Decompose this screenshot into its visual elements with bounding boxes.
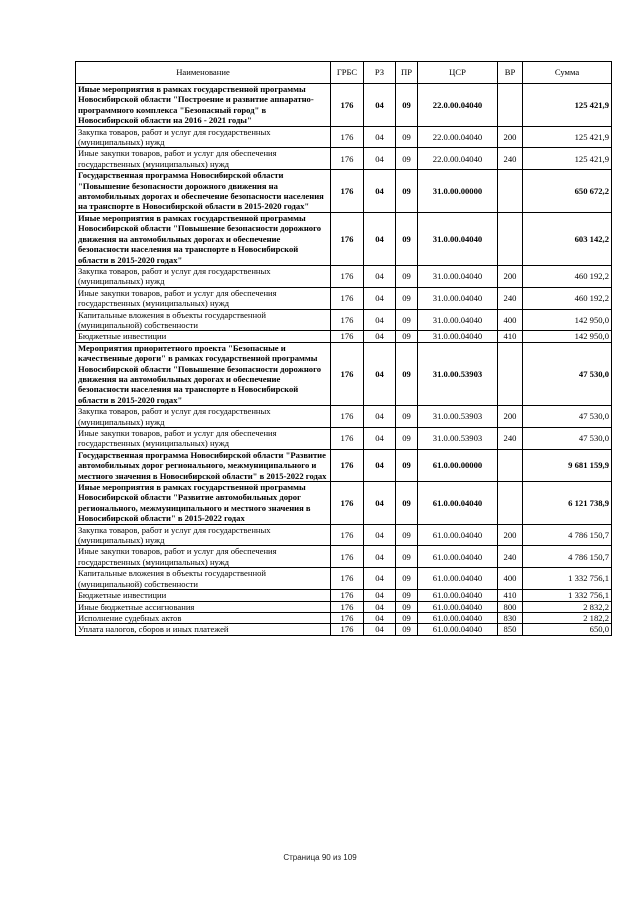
vr-cell: 410: [498, 590, 523, 601]
grbs-cell: 176: [331, 482, 364, 525]
table-row: [76, 265, 612, 287]
table-row: [76, 212, 612, 265]
vr-cell: [498, 170, 523, 213]
sum-cell: 6 121 738,9: [523, 482, 612, 525]
row-name-cell: Иные мероприятия в рамках государственной программы Новосибирской области "Развитие автомобильных дорог регионального, межмуниципального и местного значения в Новосибирской области" в 2015-2022 годах: [76, 482, 331, 525]
csr-cell: 31.0.00.00000: [418, 170, 498, 213]
table-row: [76, 428, 612, 450]
pr-cell: 09: [396, 568, 418, 590]
sum-cell: 2 832,2: [523, 601, 612, 612]
column-header: ЦСР: [418, 62, 498, 84]
grbs-cell: 176: [331, 126, 364, 148]
csr-cell: 61.0.00.04040: [418, 624, 498, 635]
grbs-cell: 176: [331, 148, 364, 170]
pr-cell: 09: [396, 309, 418, 331]
pr-cell: 09: [396, 546, 418, 568]
csr-cell: 22.0.00.04040: [418, 126, 498, 148]
csr-cell: 61.0.00.04040: [418, 524, 498, 546]
pr-cell: 09: [396, 170, 418, 213]
sum-cell: 142 950,0: [523, 309, 612, 331]
row-name-cell: Закупка товаров, работ и услуг для государственных (муниципальных) нужд: [76, 126, 331, 148]
table-row: [76, 170, 612, 213]
vr-cell: [498, 84, 523, 127]
pr-cell: 09: [396, 287, 418, 309]
table-row: [76, 590, 612, 601]
sum-cell: 142 950,0: [523, 331, 612, 342]
csr-cell: 31.0.00.53903: [418, 406, 498, 428]
table-row: [76, 342, 612, 405]
rz-cell: 04: [364, 170, 396, 213]
vr-cell: 240: [498, 546, 523, 568]
grbs-cell: 176: [331, 309, 364, 331]
csr-cell: 31.0.00.53903: [418, 342, 498, 405]
grbs-cell: 176: [331, 170, 364, 213]
csr-cell: 61.0.00.04040: [418, 612, 498, 623]
row-name-cell: Капитальные вложения в объекты государственной (муниципальной) собственности: [76, 568, 331, 590]
sum-cell: 603 142,2: [523, 212, 612, 265]
row-name-cell: Иные бюджетные ассигнования: [76, 601, 331, 612]
rz-cell: 04: [364, 212, 396, 265]
grbs-cell: 176: [331, 590, 364, 601]
row-name-cell: Иные закупки товаров, работ и услуг для обеспечения государственных (муниципальных) нужд: [76, 287, 331, 309]
vr-cell: [498, 212, 523, 265]
sum-cell: 4 786 150,7: [523, 546, 612, 568]
pr-cell: 09: [396, 148, 418, 170]
rz-cell: 04: [364, 309, 396, 331]
sum-cell: 47 530,0: [523, 428, 612, 450]
column-header: ВР: [498, 62, 523, 84]
table-row: [76, 309, 612, 331]
sum-cell: 1 332 756,1: [523, 590, 612, 601]
rz-cell: 04: [364, 612, 396, 623]
pr-cell: 09: [396, 601, 418, 612]
sum-cell: 4 786 150,7: [523, 524, 612, 546]
row-name-cell: Иные закупки товаров, работ и услуг для обеспечения государственных (муниципальных) нужд: [76, 428, 331, 450]
table-header-row: [76, 62, 612, 84]
row-name-cell: Уплата налогов, сборов и иных платежей: [76, 624, 331, 635]
rz-cell: 04: [364, 148, 396, 170]
rz-cell: 04: [364, 590, 396, 601]
pr-cell: 09: [396, 406, 418, 428]
table-row: [76, 624, 612, 635]
rz-cell: 04: [364, 342, 396, 405]
sum-cell: 47 530,0: [523, 406, 612, 428]
rz-cell: 04: [364, 428, 396, 450]
sum-cell: 1 332 756,1: [523, 568, 612, 590]
rz-cell: 04: [364, 524, 396, 546]
grbs-cell: 176: [331, 612, 364, 623]
sum-cell: 650,0: [523, 624, 612, 635]
grbs-cell: 176: [331, 546, 364, 568]
vr-cell: [498, 342, 523, 405]
rz-cell: 04: [364, 84, 396, 127]
grbs-cell: 176: [331, 342, 364, 405]
table-row: [76, 84, 612, 127]
sum-cell: 9 681 159,9: [523, 449, 612, 481]
pr-cell: 09: [396, 624, 418, 635]
pr-cell: 09: [396, 212, 418, 265]
rz-cell: 04: [364, 546, 396, 568]
csr-cell: 61.0.00.04040: [418, 546, 498, 568]
pr-cell: 09: [396, 126, 418, 148]
csr-cell: 22.0.00.04040: [418, 84, 498, 127]
row-name-cell: Исполнение судебных актов: [76, 612, 331, 623]
column-header: ПР: [396, 62, 418, 84]
pr-cell: 09: [396, 482, 418, 525]
table-row: [76, 546, 612, 568]
column-header: Наименование: [76, 62, 331, 84]
sum-cell: 125 421,9: [523, 84, 612, 127]
rz-cell: 04: [364, 482, 396, 525]
row-name-cell: Иные мероприятия в рамках государственной программы Новосибирской области "Повышение безопасности дорожного движения на автомобильных дорогах и обеспечение безопасности населения на транспорте в Новосибирской области в 2015-2020 годах": [76, 212, 331, 265]
vr-cell: 400: [498, 568, 523, 590]
vr-cell: 400: [498, 309, 523, 331]
csr-cell: 61.0.00.04040: [418, 568, 498, 590]
row-name-cell: Иные закупки товаров, работ и услуг для обеспечения государственных (муниципальных) нужд: [76, 546, 331, 568]
csr-cell: 61.0.00.00000: [418, 449, 498, 481]
row-name-cell: Бюджетные инвестиции: [76, 590, 331, 601]
table-row: [76, 406, 612, 428]
sum-cell: 460 192,2: [523, 265, 612, 287]
rz-cell: 04: [364, 624, 396, 635]
grbs-cell: 176: [331, 84, 364, 127]
grbs-cell: 176: [331, 449, 364, 481]
column-header: РЗ: [364, 62, 396, 84]
table-body: [76, 84, 612, 636]
pr-cell: 09: [396, 428, 418, 450]
table-row: [76, 482, 612, 525]
table-row: [76, 568, 612, 590]
row-name-cell: Закупка товаров, работ и услуг для государственных (муниципальных) нужд: [76, 524, 331, 546]
grbs-cell: 176: [331, 568, 364, 590]
grbs-cell: 176: [331, 428, 364, 450]
table-row: [76, 612, 612, 623]
rz-cell: 04: [364, 287, 396, 309]
sum-cell: 125 421,9: [523, 148, 612, 170]
grbs-cell: 176: [331, 212, 364, 265]
row-name-cell: Мероприятия приоритетного проекта "Безопасные и качественные дороги" в рамках государственной программы Новосибирской области "Повышение безопасности дорожного движения на автомобильных дорогах и обеспечение безопасности населения на транспорте в Новосибирской области в 2015-2020 годах": [76, 342, 331, 405]
csr-cell: 31.0.00.04040: [418, 287, 498, 309]
rz-cell: 04: [364, 331, 396, 342]
sum-cell: 460 192,2: [523, 287, 612, 309]
csr-cell: 61.0.00.04040: [418, 601, 498, 612]
grbs-cell: 176: [331, 265, 364, 287]
rz-cell: 04: [364, 449, 396, 481]
vr-cell: 200: [498, 126, 523, 148]
table-row: [76, 524, 612, 546]
csr-cell: 61.0.00.04040: [418, 482, 498, 525]
table-row: [76, 331, 612, 342]
pr-cell: 09: [396, 590, 418, 601]
row-name-cell: Иные закупки товаров, работ и услуг для обеспечения государственных (муниципальных) нужд: [76, 148, 331, 170]
vr-cell: 200: [498, 265, 523, 287]
vr-cell: 800: [498, 601, 523, 612]
csr-cell: 31.0.00.53903: [418, 428, 498, 450]
vr-cell: 200: [498, 524, 523, 546]
vr-cell: 200: [498, 406, 523, 428]
csr-cell: 22.0.00.04040: [418, 148, 498, 170]
row-name-cell: Государственная программа Новосибирской области "Развитие автомобильных дорог регионального, межмуниципального и местного значения в Новосибирской области" в 2015-2022 годах: [76, 449, 331, 481]
vr-cell: 240: [498, 148, 523, 170]
row-name-cell: Капитальные вложения в объекты государственной (муниципальной) собственности: [76, 309, 331, 331]
rz-cell: 04: [364, 406, 396, 428]
column-header: Сумма: [523, 62, 612, 84]
table-row: [76, 287, 612, 309]
row-name-cell: Закупка товаров, работ и услуг для государственных (муниципальных) нужд: [76, 406, 331, 428]
rz-cell: 04: [364, 568, 396, 590]
row-name-cell: Закупка товаров, работ и услуг для государственных (муниципальных) нужд: [76, 265, 331, 287]
grbs-cell: 176: [331, 406, 364, 428]
sum-cell: 2 182,2: [523, 612, 612, 623]
rz-cell: 04: [364, 601, 396, 612]
pr-cell: 09: [396, 524, 418, 546]
rz-cell: 04: [364, 126, 396, 148]
pr-cell: 09: [396, 84, 418, 127]
vr-cell: 830: [498, 612, 523, 623]
vr-cell: 850: [498, 624, 523, 635]
csr-cell: 31.0.00.04040: [418, 265, 498, 287]
table-row: [76, 449, 612, 481]
rz-cell: 04: [364, 265, 396, 287]
column-header: ГРБС: [331, 62, 364, 84]
sum-cell: 47 530,0: [523, 342, 612, 405]
sum-cell: 650 672,2: [523, 170, 612, 213]
table-row: [76, 126, 612, 148]
row-name-cell: Иные мероприятия в рамках государственной программы Новосибирской области "Построение и развитие аппаратно-программного комплекса "Безопасный город" в Новосибирской области на 2016 - 2021 годы": [76, 84, 331, 127]
csr-cell: 31.0.00.04040: [418, 212, 498, 265]
vr-cell: 410: [498, 331, 523, 342]
csr-cell: 61.0.00.04040: [418, 590, 498, 601]
grbs-cell: 176: [331, 624, 364, 635]
vr-cell: [498, 449, 523, 481]
csr-cell: 31.0.00.04040: [418, 309, 498, 331]
pr-cell: 09: [396, 331, 418, 342]
grbs-cell: 176: [331, 524, 364, 546]
vr-cell: 240: [498, 287, 523, 309]
budget-table: [75, 61, 612, 636]
pr-cell: 09: [396, 265, 418, 287]
pr-cell: 09: [396, 342, 418, 405]
table-row: [76, 148, 612, 170]
table-row: [76, 601, 612, 612]
sum-cell: 125 421,9: [523, 126, 612, 148]
vr-cell: 240: [498, 428, 523, 450]
page-number-footer: Страница 90 из 109: [283, 853, 357, 862]
csr-cell: 31.0.00.04040: [418, 331, 498, 342]
row-name-cell: Бюджетные инвестиции: [76, 331, 331, 342]
row-name-cell: Государственная программа Новосибирской области "Повышение безопасности дорожного движения на автомобильных дорогах и обеспечение безопасности населения на транспорте в Новосибирской области в 2015-2020 годах": [76, 170, 331, 213]
grbs-cell: 176: [331, 331, 364, 342]
vr-cell: [498, 482, 523, 525]
pr-cell: 09: [396, 449, 418, 481]
grbs-cell: 176: [331, 287, 364, 309]
pr-cell: 09: [396, 612, 418, 623]
grbs-cell: 176: [331, 601, 364, 612]
